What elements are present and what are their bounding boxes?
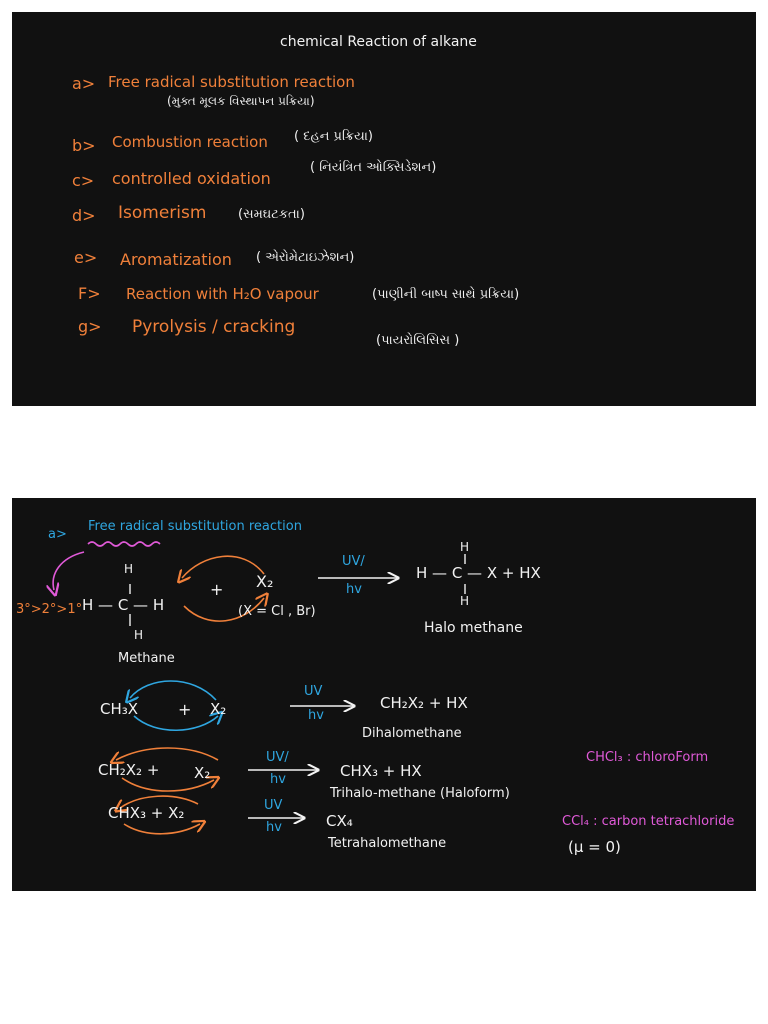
carbon-tetrachloride-note: CCl₄ : carbon tetrachloride <box>562 814 735 829</box>
arrow-condition-bottom: hv <box>346 582 362 597</box>
item-e-note: ( એરોમેટાઇઝેશન) <box>256 250 355 265</box>
product-h-top: H <box>460 540 470 554</box>
slide-title: chemical Reaction of alkane <box>280 34 477 50</box>
step2-product: CHX₃ + HX <box>340 762 422 780</box>
item-g-note: (પાયરોલિસિસ ) <box>376 333 460 348</box>
methane-h-top: H <box>124 562 134 576</box>
step2-name: Trihalo-methane (Haloform) <box>330 786 510 801</box>
step1-x2: X₂ <box>210 700 227 718</box>
item-g-label: g> <box>78 317 102 336</box>
methane-h-bottom: H <box>134 628 144 642</box>
step2-reactant: CH₂X₂ + <box>98 761 160 779</box>
product-name: Halo methane <box>424 620 523 636</box>
item-a-label: a> <box>72 74 96 93</box>
heading-text: Free radical substitution reaction <box>88 519 302 534</box>
item-d-label: d> <box>72 206 96 225</box>
item-c-text: controlled oxidation <box>112 169 271 188</box>
item-d-note: (સમઘટકતા) <box>238 207 305 222</box>
item-a-note: (મુક્ત મૂલક વિસ્થાપન પ્રક્રિયા) <box>167 94 315 108</box>
methane-chain: H — C — H <box>82 596 165 614</box>
step1-product: CH₂X₂ + HX <box>380 694 468 712</box>
step1-name: Dihalomethane <box>362 726 462 741</box>
swap-arrow-upper <box>182 556 264 578</box>
item-f-note: (પાણીની બાષ્પ સાથે પ્રક્રિયા) <box>372 287 520 302</box>
item-b-label: b> <box>72 136 96 155</box>
halogen-x2: X₂ <box>256 572 274 591</box>
heading-label: a> <box>48 527 67 542</box>
halogen-condition: (X = Cl , Br) <box>238 604 316 619</box>
underline-squiggle <box>88 542 160 546</box>
item-e-label: e> <box>74 248 98 267</box>
slide-2 <box>12 498 756 891</box>
step3-name: Tetrahalomethane <box>328 836 447 851</box>
item-b-note: ( દહન પ્રક્રિયા) <box>294 129 373 144</box>
swap-arrow-blue-lower <box>134 716 218 730</box>
step1-plus: + <box>178 700 192 719</box>
arrow-condition-top: UV/ <box>342 554 365 569</box>
step1-arrow-bottom: hv <box>308 708 324 723</box>
item-d-text: Isomerism <box>118 203 207 223</box>
order-pointer-arrow <box>53 552 84 590</box>
item-b-text: Combustion reaction <box>112 133 268 151</box>
step3-arrow-top: UV <box>264 798 283 813</box>
item-a-text: Free radical substitution reaction <box>108 73 355 91</box>
step1-arrow-top: UV <box>304 684 323 699</box>
methane-name: Methane <box>118 651 175 666</box>
item-c-label: c> <box>72 171 95 190</box>
product-h-bottom: H <box>460 594 470 608</box>
order-of-reactivity: 3°>2°>1° <box>16 602 83 617</box>
step2-arrow-bottom: hv <box>270 772 286 787</box>
item-e-text: Aromatization <box>120 250 232 269</box>
item-c-note: ( નિયંત્રિત ઓક્સિડેશન) <box>310 160 437 175</box>
swap-arrow-blue-upper <box>130 681 216 700</box>
swap-arrow-step2-upper <box>116 748 218 760</box>
item-f-text: Reaction with H₂O vapour <box>126 285 319 303</box>
step2-arrow-top: UV/ <box>266 750 289 765</box>
step1-reactant: CH₃X <box>100 700 139 718</box>
plus-sign: + <box>210 580 224 599</box>
swap-arrow-step3-lower <box>124 824 200 834</box>
product-chain: H — C — X + HX <box>416 564 541 582</box>
step2-x2: X₂ <box>194 764 211 782</box>
step3-product: CX₄ <box>326 812 353 830</box>
item-g-text: Pyrolysis / cracking <box>132 317 296 337</box>
step3-reactant: CHX₃ + X₂ <box>108 804 185 822</box>
slide-1 <box>12 12 756 406</box>
item-f-label: F> <box>78 284 101 303</box>
dipole-moment-note: (μ = 0) <box>568 838 621 856</box>
step3-arrow-bottom: hv <box>266 820 282 835</box>
chloroform-note: CHCl₃ : chloroForm <box>586 750 709 765</box>
